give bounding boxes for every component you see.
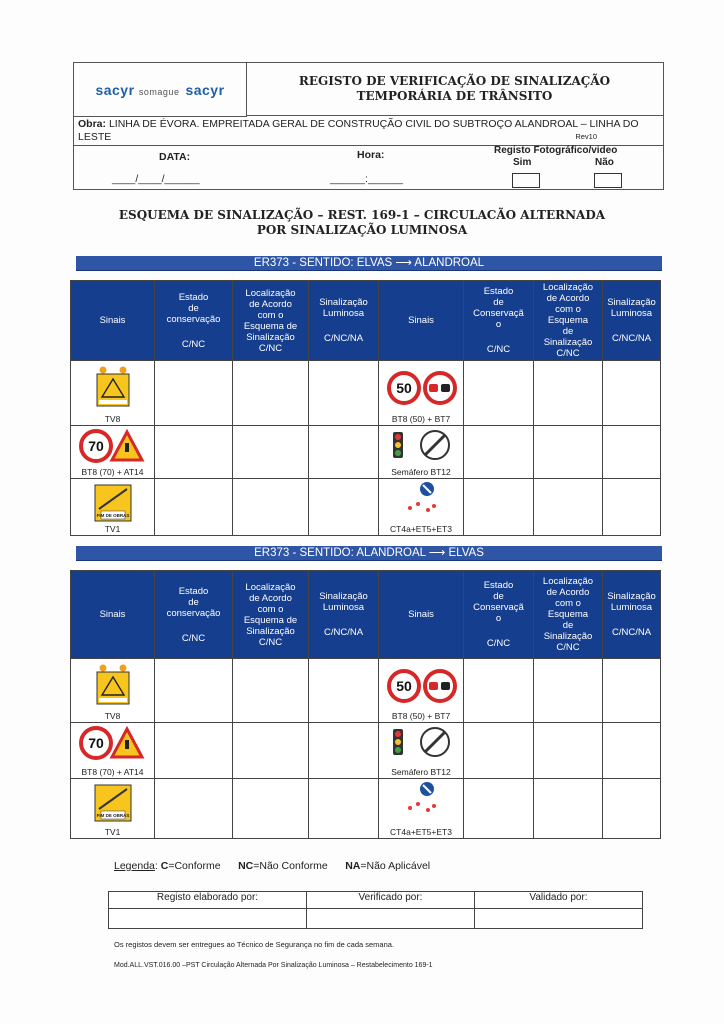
no-checkbox[interactable] bbox=[594, 173, 622, 188]
sacyr-logo: sacyr bbox=[185, 81, 225, 98]
checklist-table-2 bbox=[70, 570, 661, 839]
date-label: DATA: bbox=[159, 151, 191, 163]
check-cell[interactable] bbox=[309, 361, 379, 425]
document-header bbox=[73, 62, 664, 190]
col-sinalizacao-luminosa-right: Sinalização Luminosa C/NC/NA bbox=[603, 571, 661, 659]
speed-limit-text: 50 bbox=[396, 380, 412, 397]
col-sinalizacao-luminosa: Sinalização Luminosa C/NC/NA bbox=[309, 281, 379, 361]
sign-label: CT4a+ET5+ET3 bbox=[390, 524, 452, 534]
sign-cell-semaforo bbox=[379, 425, 464, 478]
speed-70-and-warning-icon bbox=[79, 429, 145, 463]
check-cell[interactable] bbox=[534, 659, 603, 723]
yes-label: Sim bbox=[513, 157, 532, 168]
scheme-title: ESQUEMA DE SINALIZAÇÃO – REST. 169-1 – CIRCULACÃO ALTERNADA POR SINALIZAÇÃO LUMINOSA bbox=[118, 208, 606, 237]
speed-50-and-no-overtaking-icon bbox=[384, 371, 460, 405]
check-cell[interactable] bbox=[155, 659, 233, 723]
verified-by-label: Verificado por: bbox=[307, 892, 475, 909]
sign-cell-tv8 bbox=[71, 361, 155, 425]
check-cell[interactable] bbox=[233, 478, 309, 535]
legend: Legenda: C=Conforme NC=Não Conforme NA=Não Aplicável bbox=[114, 860, 431, 872]
check-cell[interactable] bbox=[603, 659, 661, 723]
table-row bbox=[71, 779, 661, 839]
speed-50-and-no-overtaking-icon bbox=[384, 669, 460, 703]
signature-table bbox=[108, 891, 643, 929]
col-sinalizacao-luminosa: Sinalização Luminosa C/NC/NA bbox=[309, 571, 379, 659]
check-cell[interactable] bbox=[603, 779, 661, 839]
check-cell[interactable] bbox=[309, 723, 379, 779]
table-row bbox=[71, 478, 661, 535]
speed-limit-text: 50 bbox=[396, 678, 412, 694]
no-label: Não bbox=[595, 157, 614, 168]
check-cell[interactable] bbox=[603, 361, 661, 425]
sign-label: Semáfero BT12 bbox=[391, 767, 451, 777]
check-cell[interactable] bbox=[534, 723, 603, 779]
time-label: Hora: bbox=[357, 149, 385, 161]
sign-label: TV1 bbox=[104, 524, 121, 534]
sign-label: TV8 bbox=[104, 711, 121, 721]
tv8-sign-icon bbox=[93, 365, 133, 409]
check-cell[interactable] bbox=[464, 478, 534, 535]
validated-by-field[interactable] bbox=[475, 909, 643, 929]
check-cell[interactable] bbox=[233, 659, 309, 723]
check-cell[interactable] bbox=[155, 723, 233, 779]
check-cell[interactable] bbox=[603, 478, 661, 535]
col-localizacao: Localização de Acordo com o Esquema de Sinalização C/NC bbox=[233, 571, 309, 659]
check-cell[interactable] bbox=[233, 723, 309, 779]
sign-label: BT8 (50) + BT7 bbox=[391, 711, 451, 721]
sign-cell-bt8-50 bbox=[379, 659, 464, 723]
check-cell[interactable] bbox=[464, 659, 534, 723]
col-sinais: Sinais bbox=[71, 281, 155, 361]
tv1-end-of-works-icon bbox=[93, 783, 133, 823]
check-cell[interactable] bbox=[233, 425, 309, 478]
sign-cell-ct4a bbox=[379, 478, 464, 535]
check-cell[interactable] bbox=[603, 723, 661, 779]
table-row bbox=[71, 425, 661, 478]
sign-cell-bt8-50 bbox=[379, 361, 464, 425]
col-sinais-right: Sinais bbox=[379, 281, 464, 361]
col-estado: Estado de conservação C/NC bbox=[155, 571, 233, 659]
section-2-direction-bar: ER373 - SENTIDO: ALANDROAL ⟶ ELVAS bbox=[76, 546, 662, 560]
check-cell[interactable] bbox=[309, 425, 379, 478]
sign-cell-bt8-70 bbox=[71, 425, 155, 478]
check-cell[interactable] bbox=[309, 779, 379, 839]
table-header-row bbox=[71, 281, 661, 361]
check-cell[interactable] bbox=[233, 779, 309, 839]
col-localizacao: Localização de Acordo com o Esquema de Sinalização C/NC bbox=[233, 281, 309, 361]
check-cell[interactable] bbox=[155, 361, 233, 425]
table-header-row bbox=[71, 571, 661, 659]
date-field[interactable]: ____/____/______ bbox=[112, 173, 200, 185]
check-cell[interactable] bbox=[233, 361, 309, 425]
table-row bbox=[71, 361, 661, 425]
speed-limit-text: 70 bbox=[88, 735, 104, 751]
check-cell[interactable] bbox=[155, 425, 233, 478]
check-cell[interactable] bbox=[155, 779, 233, 839]
sign-cell-bt8-70 bbox=[71, 723, 155, 779]
obra-line: Obra: LINHA DE ÉVORA. EMPREITADA GERAL DE CONSTRUÇÃO CIVIL DO SUBTROÇO ALANDROAL – LINHA DO LESTE bbox=[78, 118, 639, 143]
validated-by-label: Validado por: bbox=[475, 892, 643, 909]
end-of-works-text: FIM DE OBRAS bbox=[96, 512, 130, 518]
sign-label: BT8 (50) + BT7 bbox=[391, 413, 451, 424]
document-title: REGISTO DE VERIFICAÇÃO DE SINALIZAÇÃO TEMPORÁRIA DE TRÂNSITO bbox=[246, 63, 663, 116]
check-cell[interactable] bbox=[309, 478, 379, 535]
check-cell[interactable] bbox=[464, 425, 534, 478]
speed-limit-text: 70 bbox=[88, 437, 104, 454]
yes-checkbox[interactable] bbox=[512, 173, 540, 188]
check-cell[interactable] bbox=[534, 478, 603, 535]
table-row bbox=[71, 659, 661, 723]
sign-cell-ct4a bbox=[379, 779, 464, 839]
time-field[interactable]: ______:______ bbox=[330, 173, 403, 185]
company-logos bbox=[74, 63, 247, 117]
sign-cell-tv1 bbox=[71, 478, 155, 535]
sign-cell-semaforo bbox=[379, 723, 464, 779]
col-sinais-right: Sinais bbox=[379, 571, 464, 659]
elaborated-by-field[interactable] bbox=[109, 909, 307, 929]
check-cell[interactable] bbox=[309, 659, 379, 723]
sign-label: BT8 (70) + AT14 bbox=[81, 767, 144, 777]
traffic-light-and-end-restriction-icon bbox=[387, 725, 457, 759]
col-sinais: Sinais bbox=[71, 571, 155, 659]
section-1-direction-bar: ER373 - SENTIDO: ELVAS ⟶ ALANDROAL bbox=[76, 256, 662, 270]
col-estado: Estado de conservação C/NC bbox=[155, 281, 233, 361]
tv1-end-of-works-icon bbox=[93, 483, 133, 523]
end-of-works-text: FIM DE OBRAS bbox=[96, 813, 130, 818]
check-cell[interactable] bbox=[464, 723, 534, 779]
sign-label: CT4a+ET5+ET3 bbox=[390, 827, 452, 837]
col-localizacao-right: Localização de Acordo com o Esquema de Sinalização C/NC bbox=[534, 571, 603, 659]
sign-cell-tv8 bbox=[71, 659, 155, 723]
col-estado-right: Estado de Conservaçã o C/NC bbox=[464, 281, 534, 361]
sign-label: BT8 (70) + AT14 bbox=[81, 466, 144, 477]
check-cell[interactable] bbox=[603, 425, 661, 478]
keep-right-and-cones-icon bbox=[401, 780, 441, 820]
checklist-table-1 bbox=[70, 280, 661, 536]
check-cell[interactable] bbox=[464, 779, 534, 839]
traffic-light-and-end-restriction-icon bbox=[387, 428, 457, 462]
submission-note: Os registos devem ser entregues ao Técnico de Segurança no fim de cada semana. bbox=[114, 940, 395, 949]
check-cell[interactable] bbox=[464, 361, 534, 425]
photo-record-label: Registo Fotográfico/video bbox=[494, 145, 618, 156]
check-cell[interactable] bbox=[534, 779, 603, 839]
table-row bbox=[71, 723, 661, 779]
sign-cell-tv1 bbox=[71, 779, 155, 839]
sign-label: TV1 bbox=[104, 827, 121, 837]
verified-by-field[interactable] bbox=[307, 909, 475, 929]
speed-70-and-warning-icon bbox=[79, 726, 145, 760]
sacyr-somague-logo: sacyr somague bbox=[95, 81, 180, 98]
sign-label: Semáfero BT12 bbox=[391, 466, 451, 477]
check-cell[interactable] bbox=[155, 478, 233, 535]
form-code-footer: Mod.ALL.VST.016.00 –PST Circulação Alternada Por Sinalização Luminosa – Restabelecimento 169-1 bbox=[114, 962, 433, 969]
tv8-sign-icon bbox=[93, 663, 133, 707]
revision-label: Rev10 bbox=[575, 132, 597, 141]
check-cell[interactable] bbox=[534, 361, 603, 425]
elaborated-by-label: Registo elaborado por: bbox=[109, 892, 307, 909]
col-sinalizacao-luminosa-right: Sinalização Luminosa C/NC/NA bbox=[603, 281, 661, 361]
col-localizacao-right: Localização de Acordo com o Esquema de Sinalização C/NC bbox=[534, 281, 603, 361]
keep-right-and-cones-icon bbox=[401, 480, 441, 520]
check-cell[interactable] bbox=[534, 425, 603, 478]
col-estado-right: Estado de Conservaçã o C/NC bbox=[464, 571, 534, 659]
sign-label: TV8 bbox=[104, 413, 121, 424]
